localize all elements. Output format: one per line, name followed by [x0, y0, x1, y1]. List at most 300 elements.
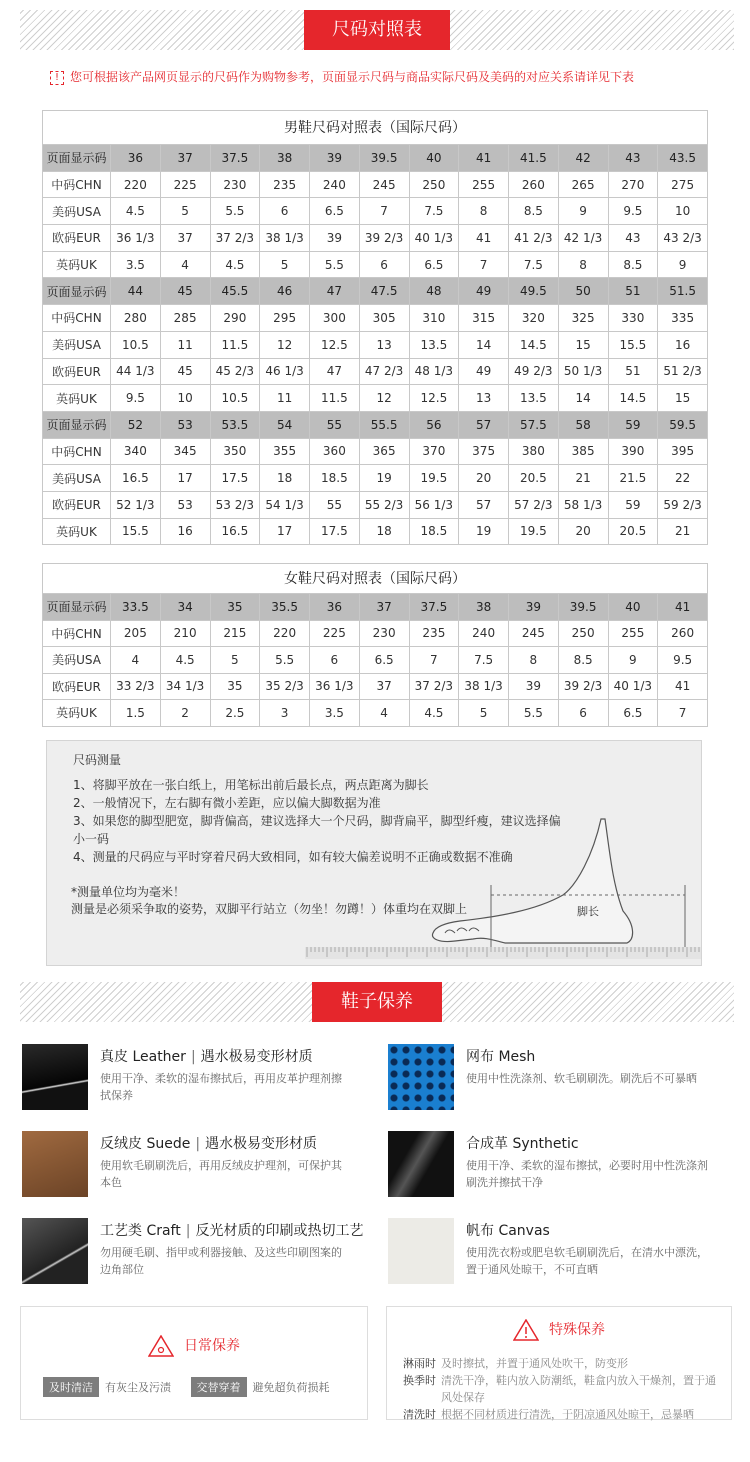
size-cell: 12 — [260, 331, 310, 358]
size-row — [43, 251, 708, 278]
size-cell: 6.5 — [310, 198, 360, 225]
size-cell: 5 — [160, 198, 210, 225]
size-cell: 270 — [608, 171, 658, 198]
size-cell: 10 — [658, 198, 708, 225]
size-row — [43, 518, 708, 545]
special-care-value: 清洗干净，鞋内放入防潮纸，鞋盒内放入干燥剂，置于通风处保存 — [441, 1374, 716, 1404]
size-cell: 52 1/3 — [111, 491, 161, 518]
material-name: 工艺类 Craft — [100, 1223, 181, 1239]
measurement-step: 4、测量的尺码应与平时穿着尺码大致相同，如有较大偏差说明不正确或数据不准确 — [73, 850, 513, 864]
size-cell: 250 — [558, 620, 608, 647]
size-row-label: 英码UK — [43, 700, 111, 727]
size-cell: 37 2/3 — [210, 225, 260, 252]
size-cell: 350 — [210, 438, 260, 465]
size-row — [43, 358, 708, 385]
size-cell: 56 1/3 — [409, 491, 459, 518]
size-cell: 9 — [658, 251, 708, 278]
size-cell: 5 — [459, 700, 509, 727]
size-cell: 57 2/3 — [509, 491, 559, 518]
size-cell: 260 — [658, 620, 708, 647]
size-cell: 39.5 — [359, 145, 409, 172]
size-cell: 48 — [409, 278, 459, 305]
size-cell: 16.5 — [111, 465, 161, 492]
size-cell: 21 — [558, 465, 608, 492]
size-cell: 8.5 — [608, 251, 658, 278]
size-chart-title: 尺码对照表 — [304, 10, 450, 50]
size-cell: 5 — [210, 647, 260, 674]
size-cell: 3.5 — [111, 251, 161, 278]
size-cell: 255 — [459, 171, 509, 198]
size-row-label: 页面显示码 — [43, 145, 111, 172]
size-row — [43, 225, 708, 252]
size-row-label: 英码UK — [43, 518, 111, 545]
size-cell: 41 2/3 — [509, 225, 559, 252]
size-cell: 55 — [310, 491, 360, 518]
size-cell: 8 — [558, 251, 608, 278]
size-cell: 8 — [509, 647, 559, 674]
size-cell: 45 2/3 — [210, 358, 260, 385]
size-cell: 37.5 — [409, 594, 459, 621]
size-cell: 280 — [111, 305, 161, 332]
size-row — [43, 385, 708, 412]
care-item-desc: 使用中性洗涤剂、软毛刷刷洗。刷洗后不可暴晒 — [466, 1072, 697, 1085]
size-cell: 46 — [260, 278, 310, 305]
special-care-box — [386, 1306, 732, 1420]
size-cell: 36 — [111, 145, 161, 172]
women-size-table — [42, 563, 708, 727]
size-cell: 230 — [210, 171, 260, 198]
warning-triangle-icon — [513, 1319, 539, 1341]
care-item — [388, 1218, 738, 1290]
size-row — [43, 331, 708, 358]
size-cell: 310 — [409, 305, 459, 332]
size-cell: 20.5 — [608, 518, 658, 545]
size-cell: 50 1/3 — [558, 358, 608, 385]
size-cell: 12.5 — [310, 331, 360, 358]
size-row — [43, 438, 708, 465]
size-cell: 38 — [459, 594, 509, 621]
size-cell: 17 — [260, 518, 310, 545]
size-cell: 56 — [409, 411, 459, 438]
size-cell: 48 1/3 — [409, 358, 459, 385]
size-cell: 1.5 — [111, 700, 161, 727]
size-cell: 6 — [260, 198, 310, 225]
size-cell: 4.5 — [111, 198, 161, 225]
size-cell: 58 1/3 — [558, 491, 608, 518]
size-cell: 43 — [608, 225, 658, 252]
special-care-key: 换季时 — [403, 1374, 436, 1387]
size-cell: 20 — [459, 465, 509, 492]
size-cell: 51.5 — [658, 278, 708, 305]
size-cell: 255 — [608, 620, 658, 647]
material-swatch-image — [388, 1218, 454, 1284]
size-cell: 2 — [160, 700, 210, 727]
size-cell: 43.5 — [658, 145, 708, 172]
size-row-label: 美码USA — [43, 331, 111, 358]
special-care-key: 清洗时 — [403, 1408, 436, 1421]
size-cell: 4 — [160, 251, 210, 278]
size-cell: 35.5 — [260, 594, 310, 621]
size-cell: 49 2/3 — [509, 358, 559, 385]
size-cell: 15.5 — [111, 518, 161, 545]
size-cell: 240 — [310, 171, 360, 198]
shoe-care-banner — [20, 982, 734, 1022]
measurement-step: 2、一般情况下，左右脚有微小差距，应以偏大脚数据为准 — [73, 796, 381, 810]
size-cell: 39 2/3 — [558, 673, 608, 700]
care-item-desc: 使用软毛刷刷洗后，再用反绒皮护理剂，可保护其本色 — [100, 1159, 342, 1189]
size-cell: 55 2/3 — [359, 491, 409, 518]
size-cell: 335 — [658, 305, 708, 332]
size-cell: 14.5 — [509, 331, 559, 358]
care-item-name — [100, 1220, 363, 1240]
size-cell: 6 — [310, 647, 360, 674]
size-cell: 35 — [210, 594, 260, 621]
daily-care-title: 日常保养 — [184, 1338, 240, 1354]
material-swatch-image — [22, 1218, 88, 1284]
size-cell: 53 — [160, 411, 210, 438]
size-cell: 7 — [359, 198, 409, 225]
material-name: 合成革 Synthetic — [466, 1136, 579, 1152]
size-cell: 55.5 — [359, 411, 409, 438]
size-cell: 295 — [260, 305, 310, 332]
size-cell: 9.5 — [608, 198, 658, 225]
daily-care-box — [20, 1306, 368, 1420]
size-cell: 37.5 — [210, 145, 260, 172]
size-cell: 39 — [310, 225, 360, 252]
size-cell: 51 — [608, 278, 658, 305]
measurement-panel — [46, 740, 702, 966]
special-care-title: 特殊保养 — [549, 1322, 605, 1338]
size-cell: 39 — [509, 673, 559, 700]
size-cell: 360 — [310, 438, 360, 465]
size-cell: 41 — [658, 594, 708, 621]
size-cell: 36 1/3 — [310, 673, 360, 700]
size-row — [43, 411, 708, 438]
size-cell: 37 — [160, 145, 210, 172]
size-cell: 53.5 — [210, 411, 260, 438]
men-size-table — [42, 110, 708, 545]
size-cell: 35 — [210, 673, 260, 700]
size-cell: 3.5 — [310, 700, 360, 727]
care-item-name — [466, 1133, 579, 1153]
size-cell: 47 2/3 — [359, 358, 409, 385]
size-cell: 38 1/3 — [459, 673, 509, 700]
size-cell: 54 — [260, 411, 310, 438]
size-cell: 42 — [558, 145, 608, 172]
size-cell: 10.5 — [210, 385, 260, 412]
size-cell: 49 — [459, 358, 509, 385]
size-cell: 390 — [608, 438, 658, 465]
size-cell: 4.5 — [160, 647, 210, 674]
measurement-note: *测量单位均为毫米！ — [71, 885, 186, 899]
size-cell: 13 — [459, 385, 509, 412]
size-cell: 16 — [658, 331, 708, 358]
size-cell: 19.5 — [409, 465, 459, 492]
size-cell: 12 — [359, 385, 409, 412]
size-cell: 385 — [558, 438, 608, 465]
size-row-label: 页面显示码 — [43, 278, 111, 305]
care-item — [22, 1131, 372, 1203]
size-cell: 13.5 — [509, 385, 559, 412]
material-swatch-image — [388, 1044, 454, 1110]
special-care-value: 根据不同材质进行清洗，于阴凉通风处晾干，忌暴晒 — [441, 1408, 694, 1421]
separator: | — [195, 1136, 201, 1152]
care-item — [22, 1218, 372, 1290]
care-item — [22, 1044, 372, 1116]
size-cell: 40 — [409, 145, 459, 172]
material-name: 帆布 Canvas — [466, 1223, 550, 1239]
size-cell: 6.5 — [359, 647, 409, 674]
size-row — [43, 647, 708, 674]
size-cell: 57.5 — [509, 411, 559, 438]
size-cell: 8 — [459, 198, 509, 225]
size-row-label: 欧码EUR — [43, 491, 111, 518]
size-row — [43, 673, 708, 700]
size-cell: 375 — [459, 438, 509, 465]
size-cell: 46 1/3 — [260, 358, 310, 385]
size-cell: 33 2/3 — [111, 673, 161, 700]
size-cell: 38 1/3 — [260, 225, 310, 252]
size-cell: 51 — [608, 358, 658, 385]
size-cell: 52 — [111, 411, 161, 438]
size-cell: 315 — [459, 305, 509, 332]
care-item-name — [100, 1046, 313, 1066]
material-warning: 反光材质的印刷或热切工艺 — [195, 1223, 364, 1239]
care-item-desc: 使用干净、柔软的湿布擦拭后，再用皮革护理剂擦拭保养 — [100, 1072, 342, 1102]
size-cell: 230 — [359, 620, 409, 647]
size-row-label: 中码CHN — [43, 438, 111, 465]
size-cell: 17 — [160, 465, 210, 492]
size-row — [43, 620, 708, 647]
size-cell: 55 — [310, 411, 360, 438]
size-cell: 57 — [459, 491, 509, 518]
material-name: 网布 Mesh — [466, 1049, 536, 1065]
size-cell: 13.5 — [409, 331, 459, 358]
size-cell: 16.5 — [210, 518, 260, 545]
size-cell: 10 — [160, 385, 210, 412]
size-cell: 210 — [160, 620, 210, 647]
size-row — [43, 594, 708, 621]
size-cell: 4.5 — [409, 700, 459, 727]
size-cell: 380 — [509, 438, 559, 465]
material-name: 真皮 Leather — [100, 1049, 186, 1065]
size-cell: 300 — [310, 305, 360, 332]
size-cell: 220 — [111, 171, 161, 198]
size-cell: 59 — [608, 491, 658, 518]
care-item-desc: 使用洗衣粉或肥皂软毛刷刷洗后，在清水中漂洗，置于通风处晾干，不可直晒 — [466, 1246, 708, 1276]
size-cell: 40 1/3 — [608, 673, 658, 700]
size-cell: 37 2/3 — [409, 673, 459, 700]
size-row-label: 美码USA — [43, 198, 111, 225]
size-cell: 15.5 — [608, 331, 658, 358]
size-cell: 57 — [459, 411, 509, 438]
size-cell: 49.5 — [509, 278, 559, 305]
size-cell: 365 — [359, 438, 409, 465]
size-row — [43, 198, 708, 225]
size-cell: 47 — [310, 278, 360, 305]
size-cell: 2.5 — [210, 700, 260, 727]
size-cell: 215 — [210, 620, 260, 647]
care-item — [388, 1131, 738, 1203]
size-cell: 45 — [160, 278, 210, 305]
women-table-caption: 女鞋尺码对照表（国际尺码） — [42, 563, 708, 593]
size-cell: 59.5 — [658, 411, 708, 438]
size-cell: 225 — [160, 171, 210, 198]
size-cell: 265 — [558, 171, 608, 198]
size-row-label: 中码CHN — [43, 171, 111, 198]
size-cell: 33.5 — [111, 594, 161, 621]
size-cell: 20 — [558, 518, 608, 545]
size-cell: 22 — [658, 465, 708, 492]
size-cell: 6.5 — [409, 251, 459, 278]
size-cell: 7.5 — [409, 198, 459, 225]
care-item-name — [466, 1046, 535, 1066]
size-cell: 6.5 — [608, 700, 658, 727]
size-cell: 40 1/3 — [409, 225, 459, 252]
size-cell: 47.5 — [359, 278, 409, 305]
size-cell: 58 — [558, 411, 608, 438]
size-cell: 275 — [658, 171, 708, 198]
size-row-label: 欧码EUR — [43, 225, 111, 252]
size-cell: 5.5 — [210, 198, 260, 225]
special-care-row — [403, 1355, 721, 1372]
size-cell: 20.5 — [509, 465, 559, 492]
size-cell: 355 — [260, 438, 310, 465]
size-row — [43, 700, 708, 727]
size-cell: 290 — [210, 305, 260, 332]
size-cell: 15 — [558, 331, 608, 358]
material-warning: 遇水极易变形材质 — [205, 1136, 318, 1152]
size-row-label: 美码USA — [43, 647, 111, 674]
size-cell: 340 — [111, 438, 161, 465]
size-cell: 13 — [359, 331, 409, 358]
size-cell: 14 — [558, 385, 608, 412]
size-row-label: 美码USA — [43, 465, 111, 492]
care-item-name — [466, 1220, 550, 1240]
size-cell: 11 — [160, 331, 210, 358]
size-cell: 36 — [310, 594, 360, 621]
material-swatch-image — [388, 1131, 454, 1197]
size-cell: 11.5 — [310, 385, 360, 412]
size-cell: 43 2/3 — [658, 225, 708, 252]
size-cell: 21.5 — [608, 465, 658, 492]
size-cell: 4 — [359, 700, 409, 727]
size-cell: 41 — [459, 145, 509, 172]
daily-care-heading — [21, 1335, 367, 1357]
care-tag-desc: 有灰尘及污渍 — [105, 1381, 171, 1394]
daily-care-tags — [43, 1377, 346, 1397]
size-cell: 8.5 — [558, 647, 608, 674]
size-cell: 53 — [160, 491, 210, 518]
size-cell: 15 — [658, 385, 708, 412]
size-cell: 44 1/3 — [111, 358, 161, 385]
size-cell: 345 — [160, 438, 210, 465]
size-cell: 9 — [558, 198, 608, 225]
special-care-key: 淋雨时 — [403, 1357, 436, 1370]
size-cell: 53 2/3 — [210, 491, 260, 518]
size-cell: 14 — [459, 331, 509, 358]
care-tag: 交替穿着 — [191, 1377, 247, 1397]
size-cell: 330 — [608, 305, 658, 332]
size-cell: 47 — [310, 358, 360, 385]
size-cell: 10.5 — [111, 331, 161, 358]
size-cell: 49 — [459, 278, 509, 305]
size-cell: 235 — [409, 620, 459, 647]
size-cell: 220 — [260, 620, 310, 647]
size-cell: 5.5 — [260, 647, 310, 674]
size-cell: 38 — [260, 145, 310, 172]
size-cell: 245 — [359, 171, 409, 198]
size-cell: 11.5 — [210, 331, 260, 358]
size-cell: 6 — [359, 251, 409, 278]
size-cell: 37 — [359, 673, 409, 700]
material-swatch-image — [22, 1044, 88, 1110]
size-cell: 34 1/3 — [160, 673, 210, 700]
size-cell: 17.5 — [310, 518, 360, 545]
size-cell: 235 — [260, 171, 310, 198]
size-cell: 240 — [459, 620, 509, 647]
size-cell: 39 — [310, 145, 360, 172]
special-care-row — [403, 1372, 721, 1406]
warning-icon: ! — [50, 71, 64, 85]
size-row-label: 页面显示码 — [43, 594, 111, 621]
size-cell: 8.5 — [509, 198, 559, 225]
size-cell: 7 — [409, 647, 459, 674]
size-cell: 39 2/3 — [359, 225, 409, 252]
size-cell: 54 1/3 — [260, 491, 310, 518]
size-cell: 37 — [359, 594, 409, 621]
size-row — [43, 278, 708, 305]
separator: | — [185, 1223, 191, 1239]
size-chart-banner — [20, 10, 734, 50]
special-care-list — [403, 1355, 721, 1423]
size-cell: 43 — [608, 145, 658, 172]
size-cell: 35 2/3 — [260, 673, 310, 700]
care-tag-desc: 避免超负荷损耗 — [252, 1381, 330, 1394]
size-cell: 14.5 — [608, 385, 658, 412]
care-item-desc: 使用干净、柔软的湿布擦拭，必要时用中性洗涤剂刷洗并擦拭干净 — [466, 1159, 708, 1189]
size-row — [43, 491, 708, 518]
size-cell: 41 — [658, 673, 708, 700]
foot-length-label: 脚长 — [577, 905, 599, 918]
care-item-name — [100, 1133, 317, 1153]
size-cell: 245 — [509, 620, 559, 647]
size-row-label: 页面显示码 — [43, 411, 111, 438]
size-cell: 12.5 — [409, 385, 459, 412]
material-name: 反绒皮 Suede — [100, 1136, 191, 1152]
size-cell: 41 — [459, 225, 509, 252]
size-cell: 4 — [111, 647, 161, 674]
size-cell: 39.5 — [558, 594, 608, 621]
care-tag: 及时清洁 — [43, 1377, 99, 1397]
size-cell: 50 — [558, 278, 608, 305]
special-care-heading — [387, 1319, 731, 1341]
size-row-label: 中码CHN — [43, 620, 111, 647]
size-cell: 320 — [509, 305, 559, 332]
shoe-care-title: 鞋子保养 — [312, 982, 442, 1022]
size-cell: 5 — [260, 251, 310, 278]
size-cell: 7.5 — [509, 251, 559, 278]
size-cell: 45 — [160, 358, 210, 385]
separator: | — [190, 1049, 196, 1065]
measurement-step: 1、将脚平放在一张白纸上，用笔标出前后最长点，两点距离为脚长 — [73, 778, 429, 792]
size-cell: 5.5 — [310, 251, 360, 278]
size-cell: 250 — [409, 171, 459, 198]
size-row — [43, 465, 708, 492]
size-cell: 370 — [409, 438, 459, 465]
size-cell: 36 1/3 — [111, 225, 161, 252]
size-cell: 34 — [160, 594, 210, 621]
